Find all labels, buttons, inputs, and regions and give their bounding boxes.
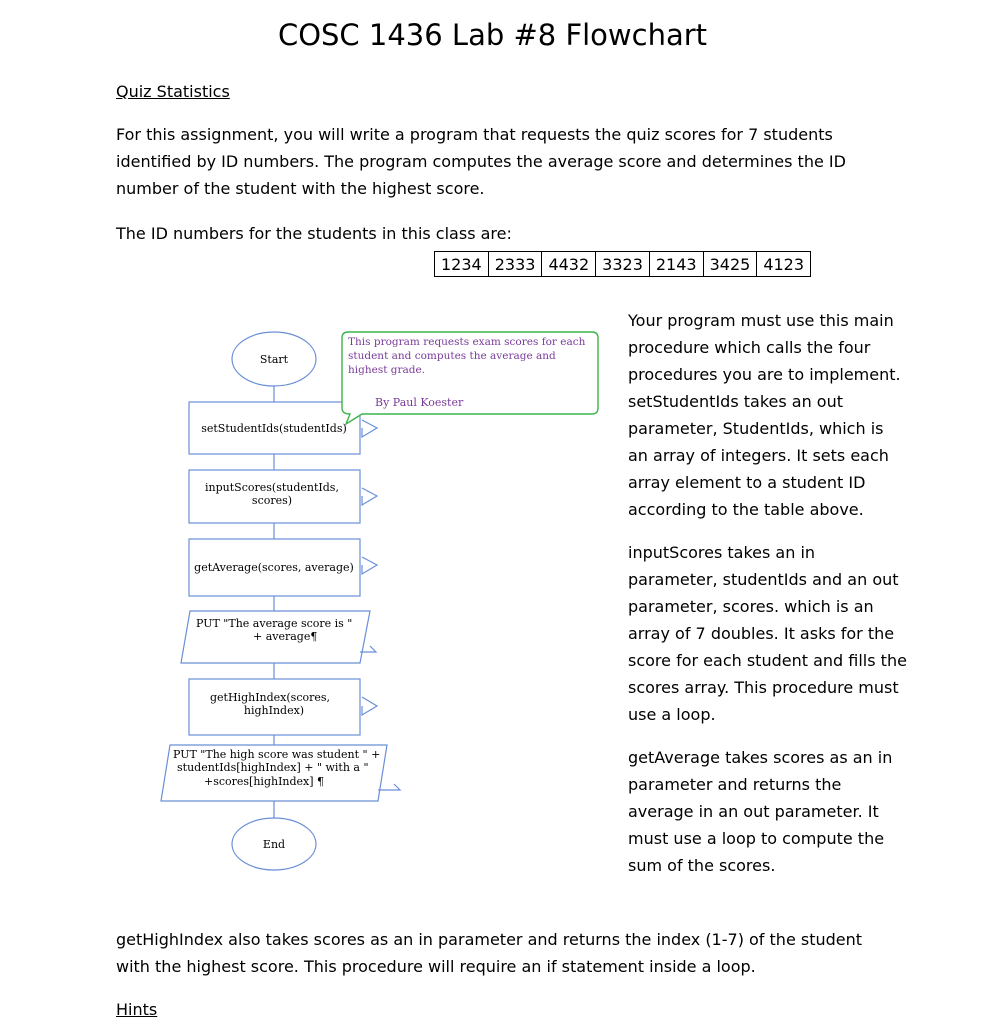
bottom-line: getHighIndex also takes scores as an in parameter and returns the index (1-7) of the student xyxy=(116,930,863,949)
bottom-line: with the highest score. This procedure will require an if statement inside a loop. xyxy=(116,957,756,976)
output-high-score-label: +scores[highIndex] ¶ xyxy=(204,775,325,788)
output-average-label: PUT "The average score is " xyxy=(196,617,353,630)
id-intro-text: The ID numbers for the students in this class are: xyxy=(116,224,512,243)
flowchart xyxy=(150,322,610,882)
comment-text: student and computes the average and xyxy=(348,350,556,362)
id-cell: 4123 xyxy=(757,252,811,277)
step-input-scores-label: inputScores(studentIds, xyxy=(205,481,339,494)
bottom-paragraph xyxy=(116,926,862,980)
intro-line: number of the student with the highest score. xyxy=(116,179,485,198)
intro-line: For this assignment, you will write a program that requests the quiz scores for 7 students xyxy=(116,125,833,144)
side-paragraph: Your program must use this main procedure which calls the four procedures you are to implement. setStudentIds takes an out parameter, StudentIds, which is an array of integers. It sets each array element to a student ID according to the table above. xyxy=(628,311,901,519)
side-paragraph: inputScores takes an in parameter, studentIds and an out parameter, scores. which is an array of 7 doubles. It asks for the score for each student and fills the scores array. This procedure must use a loop. xyxy=(628,543,907,724)
step-get-high-index-label: getHighIndex(scores, xyxy=(209,691,331,704)
section-heading-hints: Hints xyxy=(116,1000,158,1019)
step-input-scores-label: scores) xyxy=(251,494,293,507)
side-paragraph: getAverage takes scores as an in parameter and returns the average in an out parameter. It must use a loop to compute the sum of the scores. xyxy=(628,748,893,875)
step-get-high-index-label: highIndex) xyxy=(243,704,305,717)
step-set-student-ids-label: setStudentIds(studentIds) xyxy=(201,422,347,435)
start-label: Start xyxy=(259,353,289,366)
id-cell: 2333 xyxy=(488,252,542,277)
comment-text: highest grade. xyxy=(348,364,426,376)
id-cell: 4432 xyxy=(542,252,596,277)
comment-author: By Paul Koester xyxy=(375,396,464,409)
end-label: End xyxy=(262,838,286,851)
student-id-table xyxy=(434,251,811,277)
intro-paragraph xyxy=(116,121,846,202)
procedure-descriptions xyxy=(628,307,908,895)
comment-text: This program requests exam scores for each xyxy=(348,336,586,348)
intro-line: identified by ID numbers. The program computes the average score and determines the ID xyxy=(116,152,846,171)
section-heading-quiz-statistics: Quiz Statistics xyxy=(116,82,230,101)
id-cell: 1234 xyxy=(435,252,489,277)
id-cell: 3425 xyxy=(703,252,757,277)
output-average-label: + average¶ xyxy=(253,630,318,643)
page-title: COSC 1436 Lab #8 Flowchart xyxy=(277,18,708,52)
id-cell: 3323 xyxy=(596,252,650,277)
output-high-score-label: studentIds[highIndex] + " with a " xyxy=(177,761,369,774)
id-cell: 2143 xyxy=(649,252,703,277)
output-high-score-label: PUT "The high score was student " + xyxy=(173,748,381,761)
step-get-average-label: getAverage(scores, average) xyxy=(194,561,354,574)
